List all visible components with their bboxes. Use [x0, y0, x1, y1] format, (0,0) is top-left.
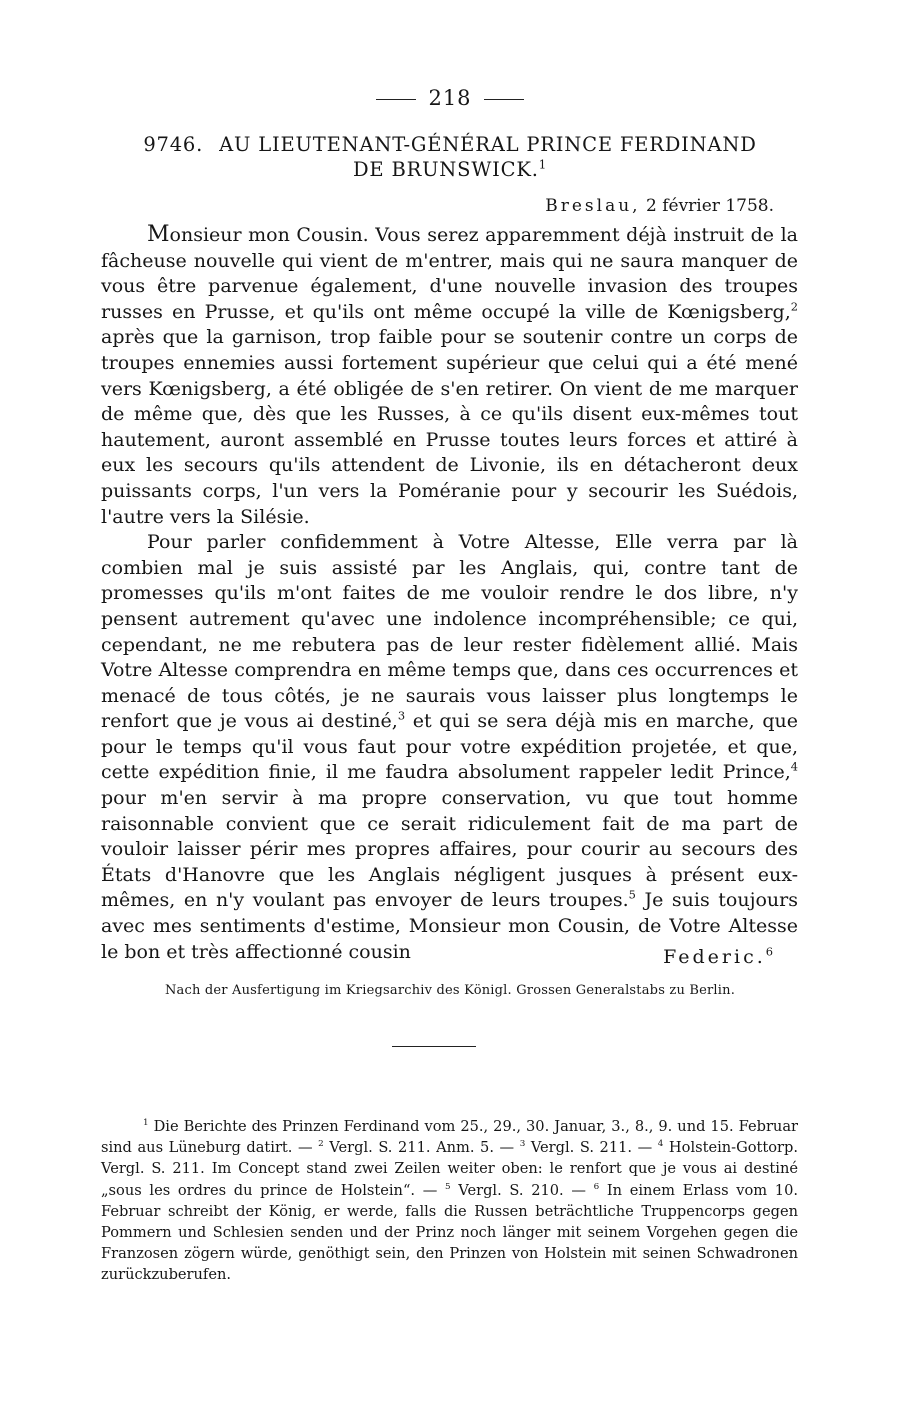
dateline: [545, 196, 774, 216]
footnote-text: In einem Erlass vom 10. Februar schreibt der König, er werde, falls die Russen beträchtliche Truppencorps gegen Pommern und Schlesien senden und der Prinz noch länger mit seinem Vorgehen gegen die Franzosen zögern würde, genöthigt sein, den Prinzen von Holstein mit seinen Schwadronen zurückzuberufen.: [101, 1181, 799, 1284]
paragraph-1: [101, 222, 798, 530]
footnote-ref: 6: [765, 944, 776, 959]
footnote-marker: 6: [593, 1181, 600, 1192]
paragraph-text: Je suis toujours avec mes sentiments d'estime, Monsieur mon Cousin, de Votre Altesse le bon et très affectionné cousin: [101, 889, 798, 963]
paragraph-2: [101, 530, 798, 965]
heading-addressee-cont: DE BRUNSWICK.: [352, 158, 539, 181]
footnote-ref: 2: [790, 299, 798, 314]
dateline-place: Breslau,: [545, 196, 641, 216]
page-number-rule-left: [376, 99, 416, 100]
footnote-separator: [392, 1046, 476, 1047]
paragraph-text: après que la garnison, trop faible pour se soutenir contre un corps de troupes ennemies aussi fortement supérieur que celui qui a été mené vers Kœnigsberg, a été obligée de s'en retirer. On vient de me marquer de même que, dès que les Russes, à ce qu'ils disent eux-mêmes tout hautement, auront assemblé en Prusse toutes leurs forces et attiré à eux les secours qu'ils attendent de Livonie, ils en détacheront deux puissants corps, l'un vers la Poméranie pour y secourir les Suédois, l'autre vers la Silésie.: [101, 326, 798, 528]
paragraph-text: onsieur mon Cousin. Vous serez apparemment déjà instruit de la fâcheuse nouvelle qui vient de m'entrer, mais qui ne saura manquer de vous être parvenue également, d'une nouvelle invasion des troupes russes en Prusse, et qu'ils ont même occupé la ville de Kœnigsberg,: [101, 224, 798, 323]
footnote-text: Vergl. S. 210. —: [450, 1181, 594, 1199]
footnote-ref: 1: [538, 157, 548, 172]
footnote-marker: 1: [143, 1118, 149, 1129]
paragraph-initial: M: [147, 222, 170, 247]
letter-heading: [100, 132, 800, 182]
footnote-marker: 4: [657, 1139, 664, 1150]
footnote-marker: 3: [519, 1139, 526, 1150]
footnote-marker: 2: [318, 1139, 324, 1150]
heading-line-1: [100, 132, 800, 157]
footnote-ref: 3: [397, 708, 406, 723]
letter-body: [101, 222, 798, 965]
heading-line-2: [100, 157, 800, 182]
footnote-text: Vergl. S. 211. Anm. 5. —: [323, 1139, 520, 1157]
footnote-ref: 4: [790, 760, 798, 775]
footnote-block: [101, 1116, 798, 1286]
footnote-text: Vergl. S. 211. —: [525, 1139, 658, 1157]
footnote-marker: 5: [445, 1181, 451, 1192]
page-number-rule-right: [484, 99, 524, 100]
footnote-text: Holstein-Gottorp. Vergl. S. 211. Im Concept stand zwei Zeilen weiter oben: le renfort que je vous ai destiné „sous les ordres du prince de Holstein“. —: [101, 1139, 799, 1199]
footnote-text: Die Berichte des Prinzen Ferdinand vom 25., 29., 30. Januar, 3., 8., 9. und 15. Februar sind aus Lüneburg datirt. —: [101, 1118, 798, 1157]
letter-number: 9746.: [143, 133, 204, 156]
heading-addressee: AU LIEUTENANT-GÉNÉRAL PRINCE FERDINAND: [219, 133, 757, 156]
page-number-text: 218: [428, 86, 472, 110]
paragraph-text: et qui se sera déjà mis en marche, que pour le temps qu'il vous faut pour votre expédition projetée, et que, cette expédition finie, il me faudra absolument rappeler ledit Prince,: [101, 710, 799, 784]
signature-name: Federic.: [663, 946, 766, 968]
source-note: Nach der Ausfertigung im Kriegsarchiv des Königl. Grossen Generalstabs zu Berlin.: [164, 983, 736, 998]
page-number: [0, 86, 900, 110]
footnote-ref: 5: [628, 888, 636, 903]
signature: [663, 946, 776, 968]
paragraph-text: pour m'en servir à ma propre conservation, vu que tout homme raisonnable convient que ce serait ridiculement fait de ma part de vouloir laisser périr mes propres affaires, pour courir au secours des États d'Hanovre que les Anglais négligent jusques à présent eux-mêmes, en n'y voulant pas envoyer de leurs troupes.: [101, 787, 798, 912]
dateline-date: 2 février 1758.: [646, 196, 774, 216]
footnotes: [101, 1116, 798, 1286]
paragraph-text: Pour parler confidemment à Votre Altesse, Elle verra par là combien mal je suis assisté par les Anglais, qui, contre tant de promesses qu'ils m'ont faites de me vouloir rendre le dos libre, n'y pensent autrement qu'avec une indolence incompréhensible; ce qui, cependant, ne me rebutera pas de leur rester fidèlement allié. Mais Votre Altesse comprendra en même temps que, dans ces occurrences et menacé de tous côtés, je ne saurais vous laisser plus longtemps le renfort que je vous ai destiné,: [101, 531, 798, 733]
